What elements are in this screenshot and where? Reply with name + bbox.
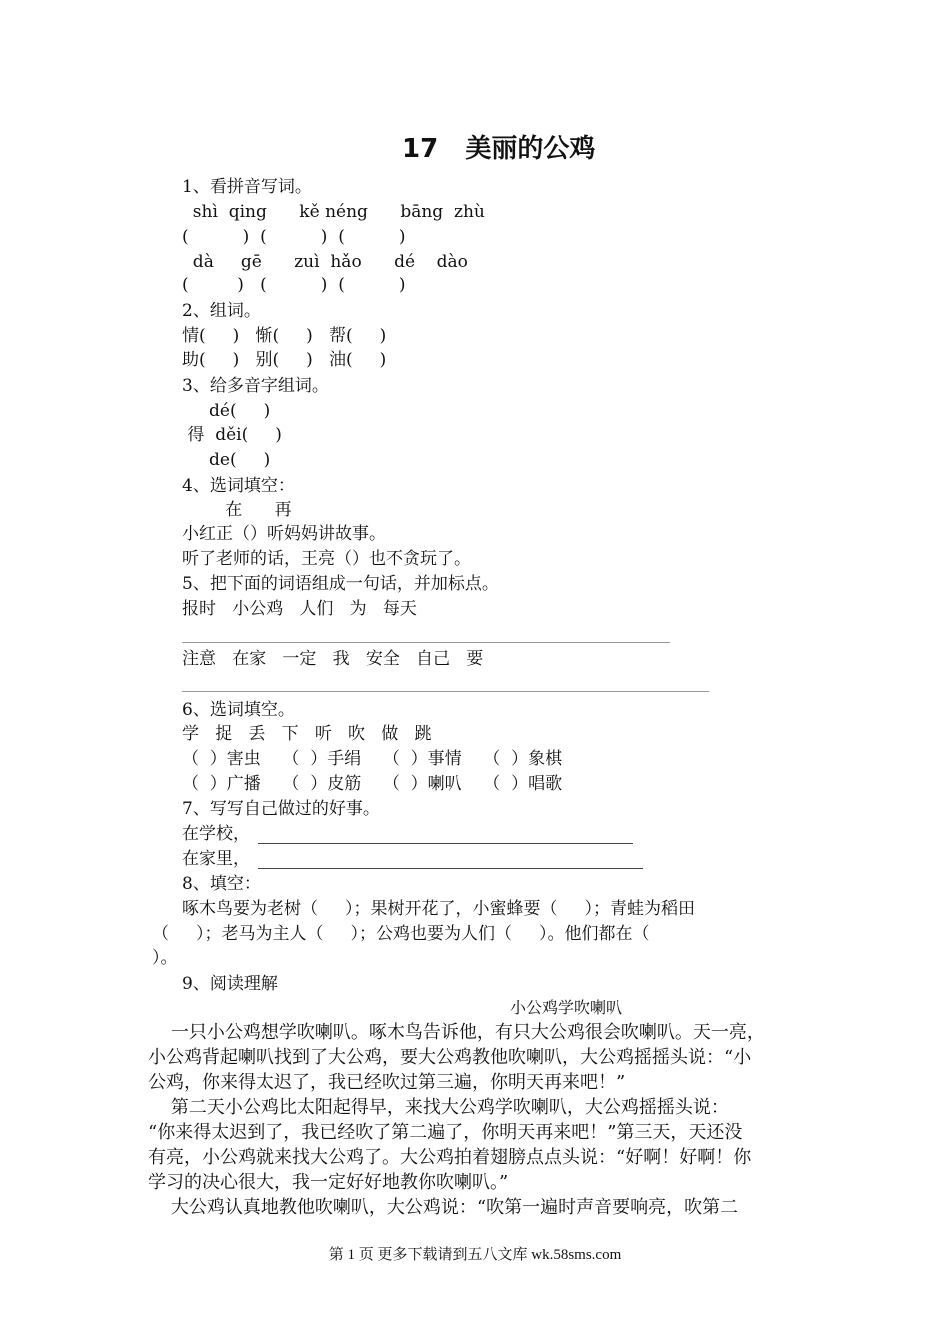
- q4-sentence2: 听了老师的话，王亮（）也不贪玩了。: [182, 549, 471, 569]
- story-p2-line4: 学习的决心很大，我一定好好地教你吹喇叭。”: [148, 1172, 509, 1193]
- story-p1-line2: 小公鸡背起喇叭找到了大公鸡，要大公鸡教他吹喇叭，大公鸡摇摇头说：“小: [148, 1047, 752, 1068]
- q4-words: 在 再: [182, 500, 292, 520]
- q8-line1: 啄木鸟要为老树（ ）；果树开花了，小蜜蜂要（ ）；青蛙为稻田: [182, 899, 696, 919]
- q5-answer-line2[interactable]: [182, 691, 709, 692]
- q6-row2: （ ）广播 （ ）皮筋 （ ）喇叭 （ ）唱歌: [182, 774, 563, 794]
- q7-home-label: 在家里，: [182, 849, 250, 869]
- q1-pinyin-row2: dà gē zuì hǎo dé dào: [182, 252, 468, 272]
- q7-heading: 7、写写自己做过的好事。: [182, 799, 380, 819]
- q1-brackets-row1: ( ) ( ) ( ): [182, 227, 406, 247]
- q5-words2: 注意 在家 一定 我 安全 自己 要: [182, 649, 484, 669]
- q9-heading: 9、阅读理解: [182, 974, 278, 994]
- q7-school-answer-line[interactable]: [258, 843, 633, 844]
- q6-heading: 6、选词填空。: [182, 700, 295, 720]
- story-p1-line1: 一只小公鸡想学吹喇叭。啄木鸟告诉他，有只大公鸡很会吹喇叭。天一亮，: [148, 1022, 765, 1043]
- q5-heading: 5、把下面的词语组成一句话，并加标点。: [182, 574, 499, 594]
- page-title: 17 美丽的公鸡: [402, 134, 596, 164]
- q6-words: 学 捉 丢 下 听 吹 做 跳: [182, 724, 432, 744]
- q2-row1: 情( ) 惭( ) 帮( ): [182, 326, 387, 346]
- story-p2-line3: 有亮，小公鸡就来找大公鸡了。大公鸡拍着翅膀点点头说：“好啊！好啊！你: [148, 1147, 752, 1168]
- q8-heading: 8、填空：: [182, 874, 261, 894]
- q3-heading: 3、给多音字组词。: [182, 376, 329, 396]
- q2-row2: 助( ) 别( ) 油( ): [182, 350, 387, 370]
- q1-heading: 1、看拼音写词。: [182, 177, 312, 197]
- q2-heading: 2、组词。: [182, 301, 261, 321]
- story-p1-line3: 公鸡，你来得太迟了，我已经吹过第三遍，你明天再来吧！”: [148, 1072, 626, 1093]
- q6-row1: （ ）害虫 （ ）手绢 （ ）事情 （ ）象棋: [182, 749, 563, 769]
- q8-line3: ）。: [152, 948, 178, 968]
- q3-line1: dé( ): [182, 401, 271, 421]
- q8-line2: （ ）；老马为主人（ ）；公鸡也要为人们（ ）。他们都在（: [152, 924, 650, 944]
- q1-pinyin-row1: shì qing kě néng bāng zhù: [182, 202, 485, 222]
- story-title: 小公鸡学吹喇叭: [510, 998, 623, 1017]
- q7-school-label: 在学校，: [182, 824, 250, 844]
- page-footer: 第 1 页 更多下载请到五八文库 wk.58sms.com: [328, 1247, 622, 1263]
- q7-home-answer-line[interactable]: [258, 868, 643, 869]
- q4-sentence1: 小红正（）听妈妈讲故事。: [182, 524, 386, 544]
- q4-heading: 4、选词填空：: [182, 476, 295, 496]
- q3-line3: de( ): [182, 450, 271, 470]
- q1-brackets-row2: ( ) ( ) ( ): [182, 275, 406, 295]
- q3-line2: 得 děi( ): [182, 425, 282, 445]
- q5-answer-line1[interactable]: [182, 642, 670, 643]
- story-p2-line1: 第二天小公鸡比太阳起得早，来找大公鸡学吹喇叭，大公鸡摇摇头说：: [148, 1097, 729, 1118]
- story-p2-line2: “你来得太迟到了，我已经吹了第二遍了，你明天再来吧！”第三天，天还没: [148, 1122, 743, 1143]
- q5-words1: 报时 小公鸡 人们 为 每天: [182, 599, 417, 619]
- story-p3-line1: 大公鸡认真地教他吹喇叭，大公鸡说：“吹第一遍时声音要响亮，吹第二: [148, 1197, 739, 1218]
